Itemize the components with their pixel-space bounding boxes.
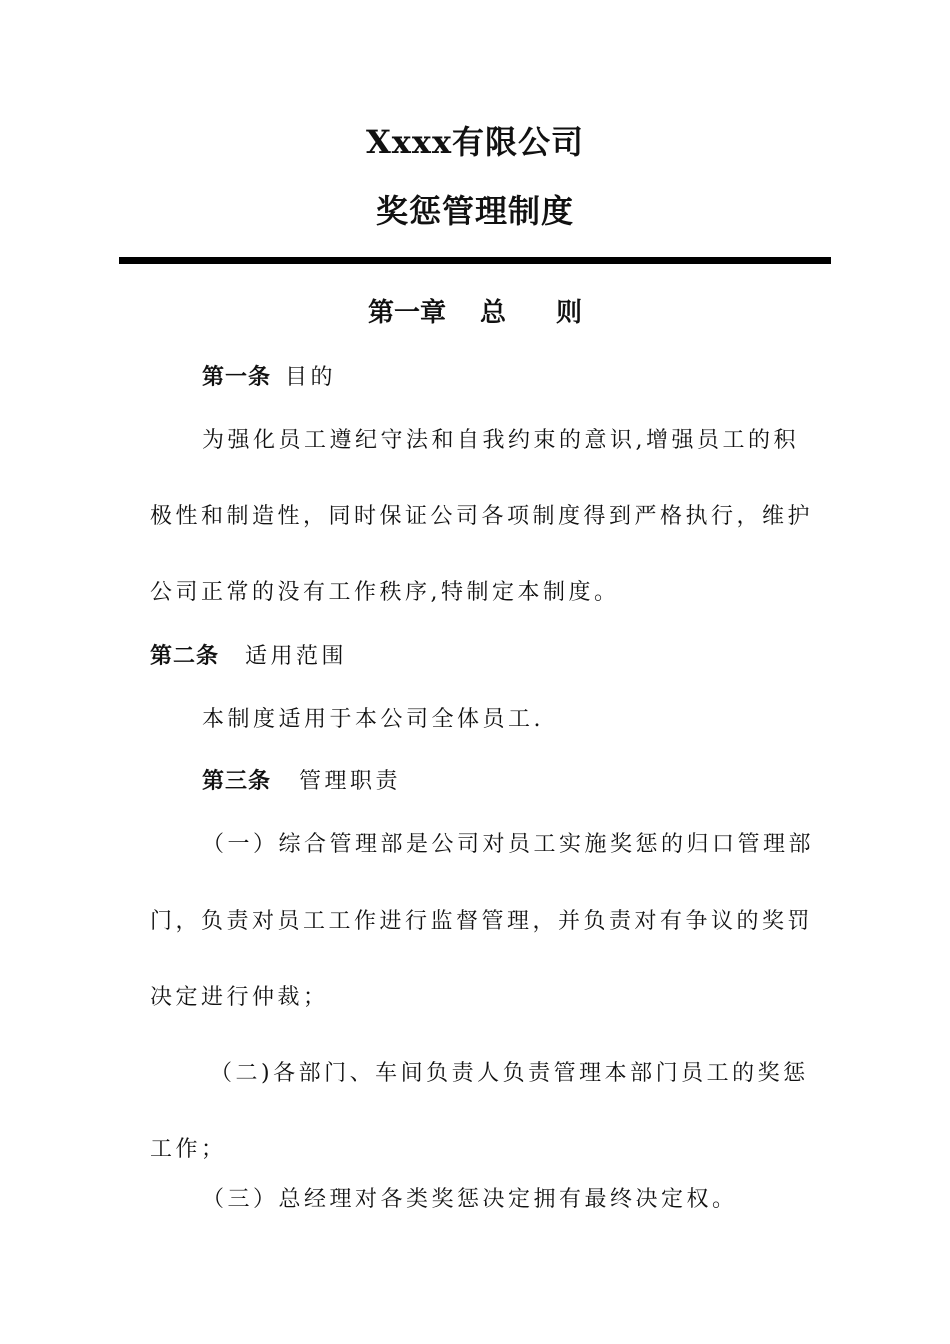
article-3-line-3: 决定进行仲裁；	[150, 985, 329, 1010]
article-2-heading: 第二条	[150, 644, 220, 669]
article-3-line-1: （一）综合管理部是公司对员工实施奖惩的归口管理部	[202, 832, 815, 857]
article-3-line-2: 门，负责对员工工作进行监督管理，并负责对有争议的奖罚	[150, 909, 814, 934]
article-1-line-1: 为强化员工遵纪守法和自我约束的意识,增强员工的积	[202, 428, 799, 453]
title-divider	[119, 257, 831, 264]
article-2-line-1: 本制度适用于本公司全体员工.	[202, 707, 544, 732]
chapter-name-part-2: 则	[556, 298, 583, 328]
article-3-line-5: 工作；	[150, 1137, 227, 1162]
article-3-heading-line	[202, 767, 401, 797]
article-1-topic: 目的	[285, 365, 337, 390]
article-1-heading: 第一条	[202, 365, 272, 390]
article-1-heading-line	[202, 363, 336, 393]
article-1-line-2: 极性和制造性，同时保证公司各项制度得到严格执行，维护	[150, 504, 814, 529]
chapter-heading	[0, 295, 950, 331]
article-3-line-4: （二)各部门、车间负责人负责管理本部门员工的奖惩	[210, 1061, 809, 1086]
chapter-name-part-1: 总	[479, 298, 506, 328]
article-2-heading-line	[150, 642, 347, 672]
company-title: Xxxx有限公司	[365, 123, 585, 161]
article-3-line-6: （三）总经理对各类奖惩决定拥有最终决定权。	[202, 1187, 738, 1212]
article-1-line-3: 公司正常的没有工作秩序,特制定本制度。	[150, 580, 620, 605]
article-2-topic: 适用范围	[245, 644, 348, 669]
article-3-heading: 第三条	[202, 769, 272, 794]
chapter-label: 第一章	[367, 298, 446, 328]
article-3-topic: 管理职责	[299, 769, 402, 794]
document-title: 奖惩管理制度	[375, 192, 574, 230]
